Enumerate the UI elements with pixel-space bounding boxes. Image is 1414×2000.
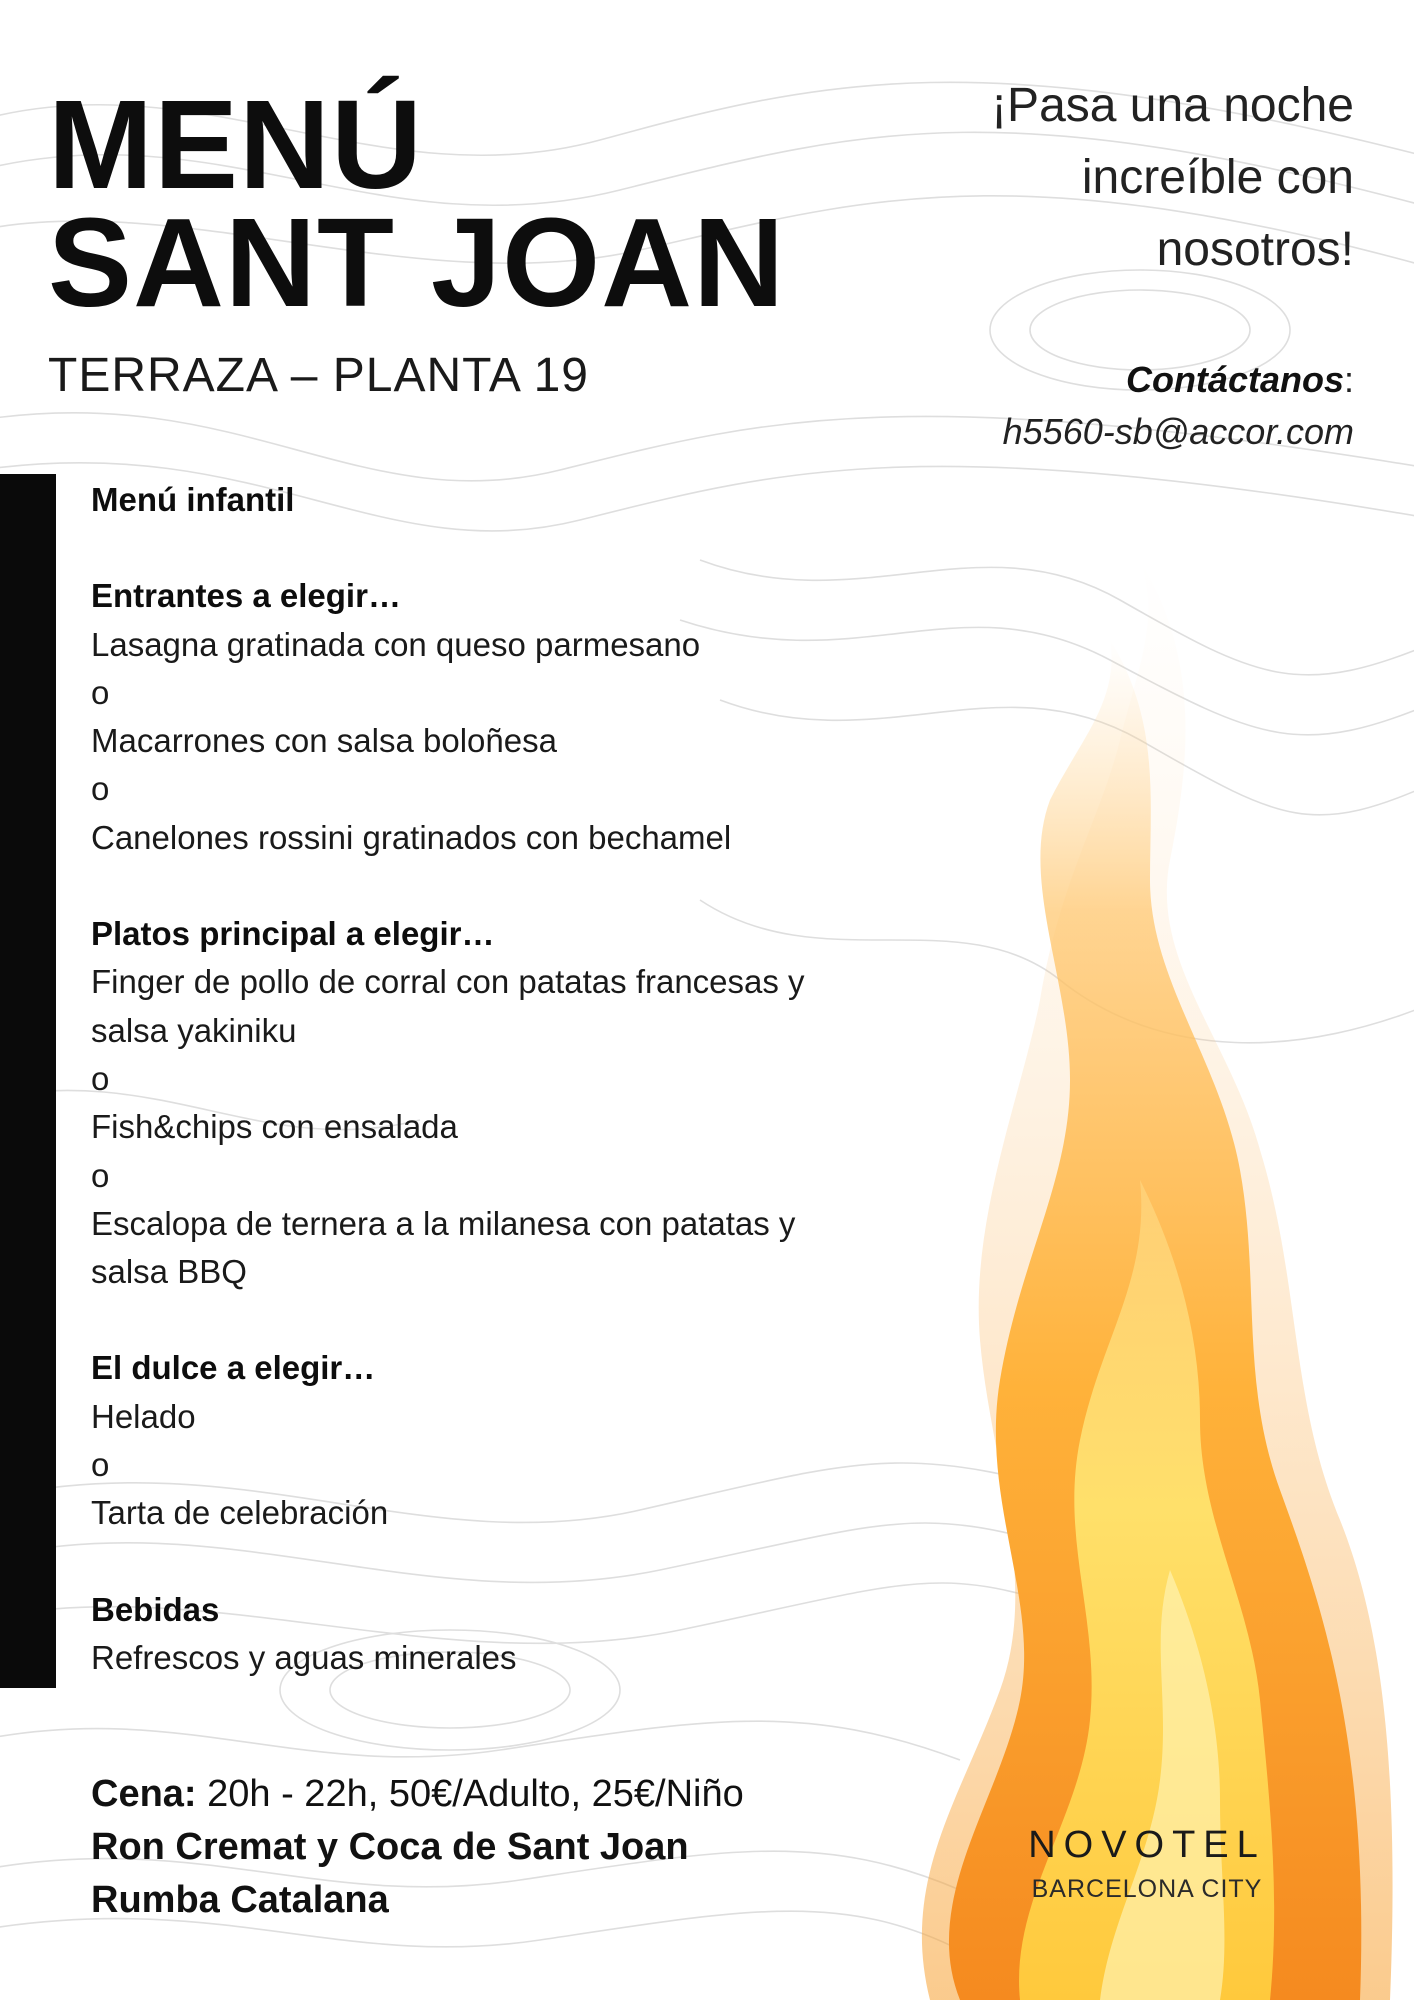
spacer (91, 524, 971, 572)
menu-item: Refrescos y aguas minerales (91, 1638, 517, 1676)
contact-label: Contáctanos (1125, 359, 1344, 400)
decorative-side-bar (0, 474, 56, 1688)
menu-item: Tarta de celebración (91, 1494, 389, 1532)
menu-separator: o (91, 1059, 110, 1097)
contact-heading (1003, 354, 1354, 406)
menu-item: Finger de pollo de corral con patatas francesas y (91, 963, 805, 1001)
tagline-line-3: nosotros! (1156, 223, 1354, 276)
menu-separator: o (91, 770, 110, 808)
menu-item: Canelones rossini gratinados con bechamel (91, 818, 732, 856)
spacer (91, 862, 971, 910)
contact-separator: : (1343, 359, 1354, 400)
section-heading-mains: Platos principal a elegir… (91, 915, 495, 953)
menu-item: Lasagna gratinada con queso parmesano (91, 625, 701, 663)
tagline-line-2: increíble con (1081, 151, 1354, 204)
venue-subtitle: TERRAZA – PLANTA 19 (48, 349, 589, 402)
menu-title: Menú infantil (91, 481, 295, 518)
brand-logo (1012, 1824, 1282, 1904)
menu-item: Fish&chips con ensalada (91, 1108, 458, 1146)
spacer (91, 1538, 971, 1586)
brand-name: NOVOTEL (1028, 1824, 1266, 1866)
dinner-line (91, 1768, 744, 1821)
section-heading-starters: Entrantes a elegir… (91, 577, 401, 615)
event-details (91, 1768, 744, 1927)
menu-separator: o (91, 1446, 110, 1484)
page-title (48, 74, 786, 333)
menu-item: Escalopa de ternera a la milanesa con patatas y (91, 1204, 796, 1242)
tagline-line-1: ¡Pasa una noche (991, 79, 1354, 132)
menu-content (91, 476, 971, 1682)
menu-separator: o (91, 1156, 110, 1194)
section-heading-dessert: El dulce a elegir… (91, 1349, 376, 1387)
contact-block (1003, 354, 1354, 458)
title-line-1: MENÚ (48, 74, 423, 215)
menu-separator: o (91, 673, 110, 711)
event-line-rumba: Rumba Catalana (91, 1879, 389, 1921)
menu-item: Macarrones con salsa boloñesa (91, 722, 557, 760)
dinner-details: 20h - 22h, 50€/Adulto, 25€/Niño (196, 1773, 744, 1815)
title-line-2: SANT JOAN (48, 192, 786, 333)
tagline (834, 70, 1354, 286)
contact-email[interactable]: h5560-sb@accor.com (1002, 411, 1354, 452)
menu-item: salsa yakiniku (91, 1011, 297, 1049)
event-line-ron-cremat: Ron Cremat y Coca de Sant Joan (91, 1826, 689, 1868)
spacer (91, 1296, 971, 1344)
menu-item: Helado (91, 1397, 196, 1435)
section-heading-drinks: Bebidas (91, 1590, 220, 1628)
brand-city: BARCELONA CITY (1031, 1875, 1263, 1903)
dinner-label: Cena: (91, 1773, 197, 1815)
menu-item: salsa BBQ (91, 1253, 247, 1291)
